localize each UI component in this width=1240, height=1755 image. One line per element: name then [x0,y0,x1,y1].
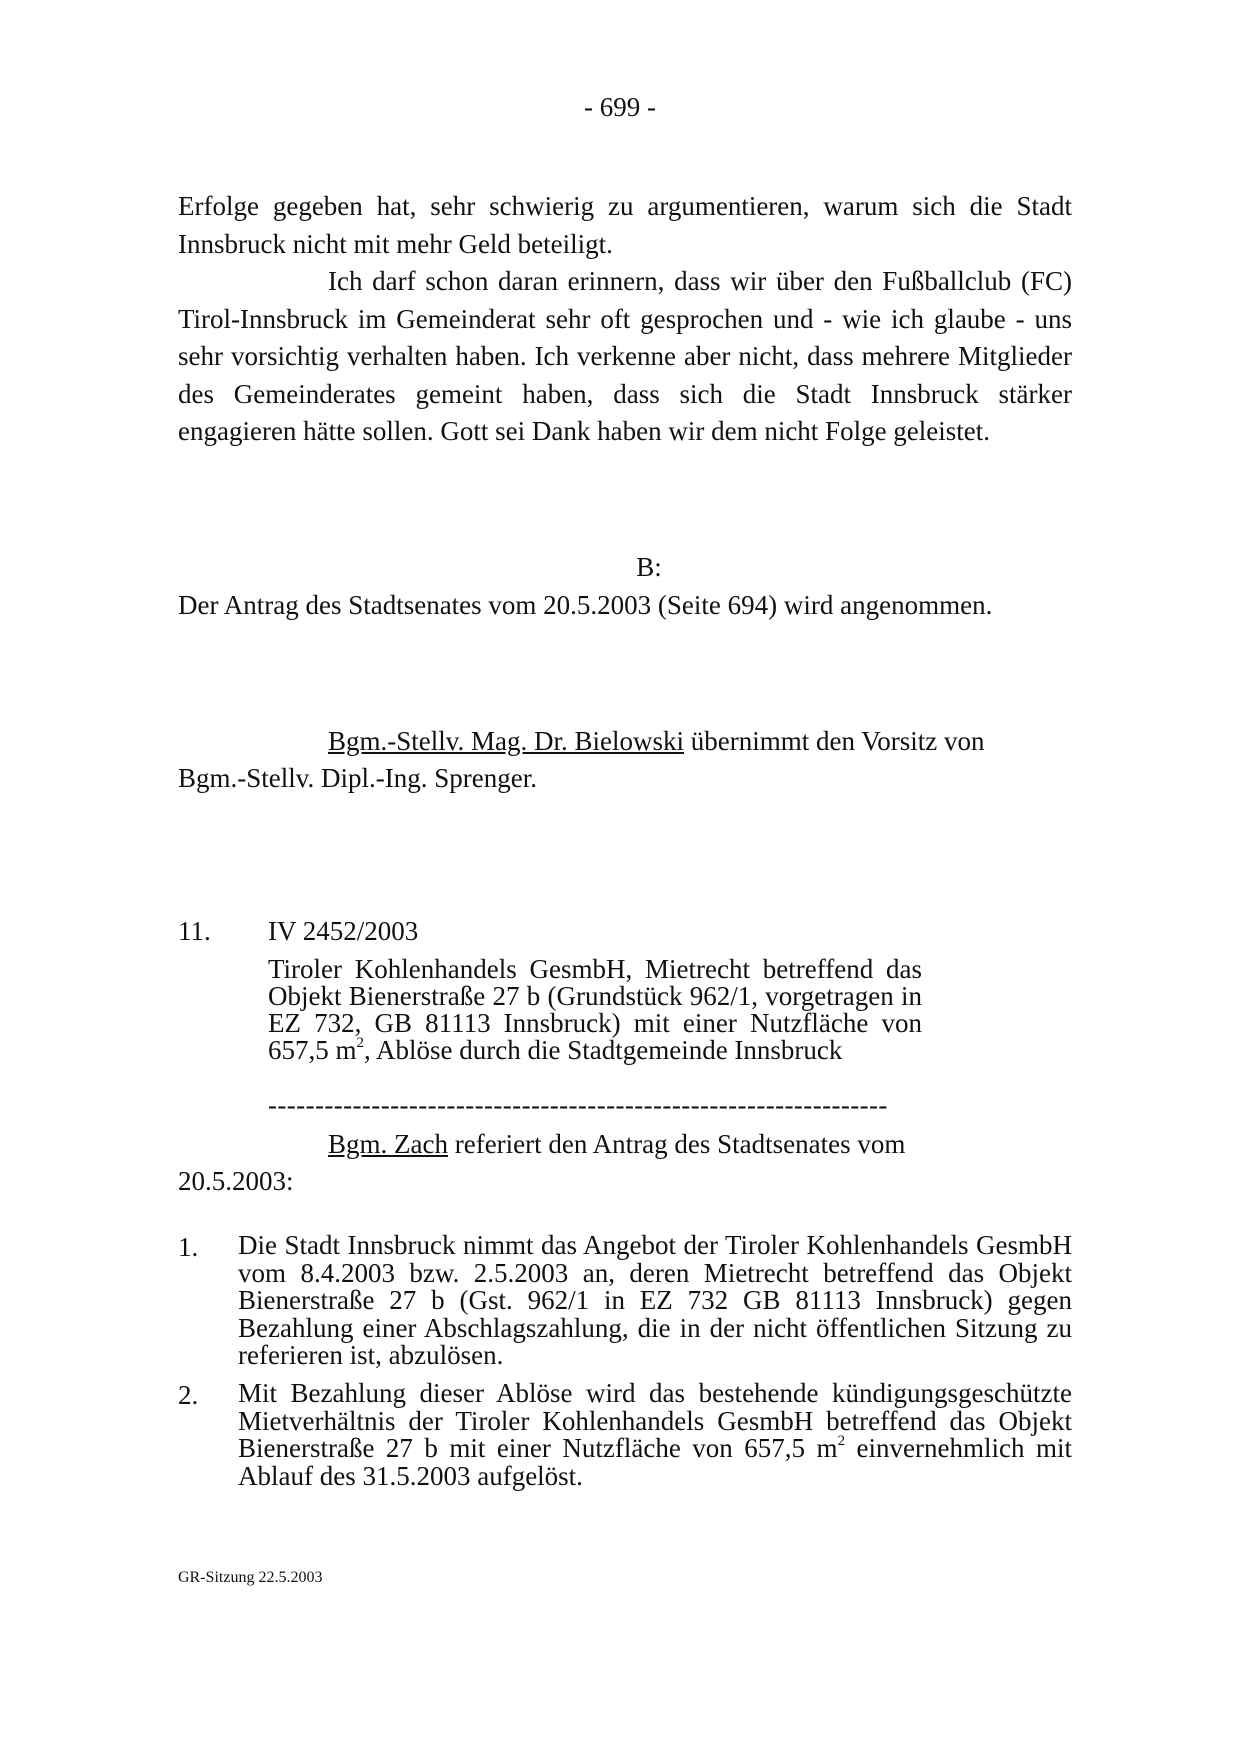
agenda-subject-text-2: , Ablöse durch die Stadtgemeinde Innsbruck [364,1035,843,1065]
speaker-line [328,1129,905,1160]
motion-2-superscript: 2 [837,1433,846,1450]
chair-change-line-2: Bgm.-Stellv. Dipl.-Ing. Sprenger. [178,763,537,793]
agenda-item-number: 11. [178,916,211,946]
chair-change-text: übernimmt den Vorsitz von [684,726,985,756]
agenda-subject-text-1: Tiroler Kohlenhandels GesmbH, Mietrecht betreffend das Objekt Bienerstraße 27 b (Grundstück 962/1, vorgetragen in EZ 732, GB 81113 Innsbruck) mit einer Nutzfläche von 657,5 m [268,954,922,1065]
speaker-date: 20.5.2003: [178,1166,294,1196]
speaker-name: Bgm. Zach [328,1129,448,1159]
section-b-resolution: Der Antrag des Stadtsenates vom 20.5.2003 (Seite 694) wird angenommen. [178,590,993,620]
agenda-item-reference: IV 2452/2003 [268,916,419,946]
intro-paragraph-continued: Erfolge gegeben hat, sehr schwierig zu argumentieren, warum sich die Stadt Innsbruck nicht mit mehr Geld beteiligt. [178,191,1072,259]
motion-2-text-part-1: Mit Bezahlung dieser Ablöse wird das bestehende kündigungsgeschützte Mietverhältnis der Tiroler Kohlenhandels GesmbH betreffend das Objekt Bienerstraße 27 b mit einer Nutzfläche von 657,5 m [238,1378,1072,1464]
motion-2-text [238,1380,1072,1490]
footer-session-date: GR-Sitzung 22.5.2003 [178,1569,323,1586]
motion-1-text: Die Stadt Innsbruck nimmt das Angebot der Tiroler Kohlenhandels GesmbH vom 8.4.2003 bzw. 2.5.2003 an, deren Mietrecht betreffend das Objekt Bienerstraße 27 b (Gst. 962/1 in EZ 732 GB 81113 Innsbruck) gegen Bezahlung einer Abschlagszahlung, die in der nicht öffentlichen Sitzung zu referieren ist, abzulösen. [238,1230,1072,1371]
agenda-subject-superscript: 2 [356,1035,365,1051]
speaker-text: referiert den Antrag des Stadtsenates vom [447,1129,906,1159]
chair-person-name: Bgm.-Stellv. Mag. Dr. Bielowski [328,726,684,756]
intro-paragraph-statement: Ich darf schon daran erinnern, dass wir über den Fußballclub (FC) Tirol-Innsbruck im Gemeinderat sehr oft gesprochen und - wie ich glaube - uns sehr vorsichtig verhalten haben. Ich verkenne aber nicht, dass mehrere Mitglieder des Gemeinderates gemeint haben, dass sich die Stadt Innsbruck stärker engagieren hätte sollen. Gott sei Dank haben wir dem nicht Folge geleistet. [178,266,1072,446]
separator-line: ------------------------------------------------------------------ [268,1092,888,1119]
chair-change-line-1 [328,726,984,757]
motion-2-number: 2. [178,1380,199,1410]
motion-1-number: 1. [178,1232,199,1262]
section-letter-b: B: [636,552,662,582]
page-number: - 699 - [584,92,656,122]
motion-2-text-part-2: einvernehmlich mit Ablauf des 31.5.2003 aufgelöst. [238,1433,1072,1491]
agenda-item-subject [268,956,922,1064]
